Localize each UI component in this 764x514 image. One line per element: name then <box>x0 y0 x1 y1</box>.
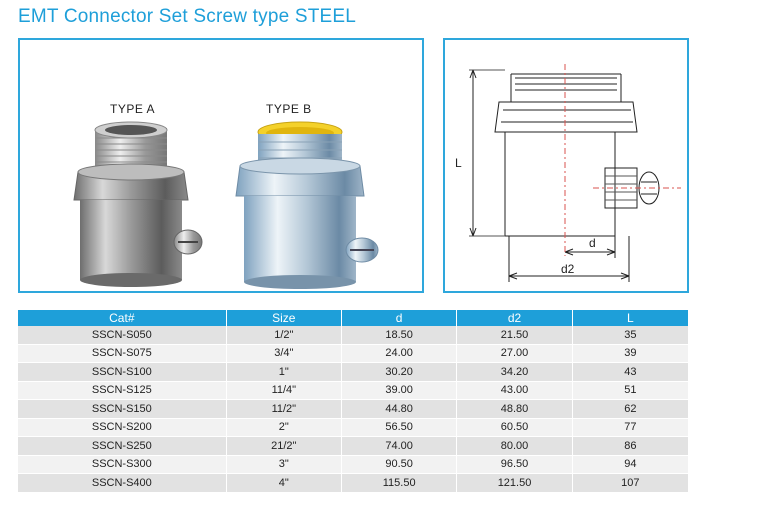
cell-l: 39 <box>572 344 688 363</box>
cell-l: 35 <box>572 326 688 344</box>
dimension-label-d: d <box>589 236 596 250</box>
cell-l: 107 <box>572 474 688 493</box>
cell-l: 86 <box>572 437 688 456</box>
cell-cat: SSCN-S400 <box>18 474 226 493</box>
table-row <box>18 344 688 363</box>
cell-d: 74.00 <box>341 437 456 456</box>
cell-cat: SSCN-S125 <box>18 381 226 400</box>
table-row <box>18 474 688 493</box>
cell-d: 56.50 <box>341 418 456 437</box>
cell-d2: 80.00 <box>457 437 572 456</box>
table-row <box>18 437 688 456</box>
cell-cat: SSCN-S100 <box>18 363 226 382</box>
cell-d: 18.50 <box>341 326 456 344</box>
cell-d2: 34.20 <box>457 363 572 382</box>
header-cat: Cat# <box>18 310 226 326</box>
cell-d2: 96.50 <box>457 455 572 474</box>
cell-size: 3" <box>226 455 341 474</box>
cell-d2: 21.50 <box>457 326 572 344</box>
type-a-label: TYPE A <box>110 102 156 116</box>
header-d2: d2 <box>457 310 572 326</box>
dimension-drawing-panel <box>443 38 689 293</box>
cell-l: 43 <box>572 363 688 382</box>
cell-cat: SSCN-S200 <box>18 418 226 437</box>
cell-cat: SSCN-S150 <box>18 400 226 419</box>
cell-cat: SSCN-S300 <box>18 455 226 474</box>
product-photo-panel <box>18 38 424 293</box>
type-b-connector-image <box>220 120 380 290</box>
table-header-row <box>18 310 688 326</box>
header-size: Size <box>226 310 341 326</box>
cell-size: 11/4" <box>226 381 341 400</box>
cell-d: 90.50 <box>341 455 456 474</box>
page-title: EMT Connector Set Screw type STEEL <box>18 6 357 27</box>
cell-size: 1/2" <box>226 326 341 344</box>
cell-d2: 48.80 <box>457 400 572 419</box>
table-row <box>18 326 688 344</box>
cell-d2: 60.50 <box>457 418 572 437</box>
cell-size: 21/2" <box>226 437 341 456</box>
header-l: L <box>572 310 688 326</box>
cell-l: 62 <box>572 400 688 419</box>
cell-size: 2" <box>226 418 341 437</box>
cell-d: 39.00 <box>341 381 456 400</box>
cell-d2: 121.50 <box>457 474 572 493</box>
cell-l: 94 <box>572 455 688 474</box>
cell-size: 11/2" <box>226 400 341 419</box>
table-row <box>18 455 688 474</box>
dimension-label-d2: d2 <box>561 262 575 276</box>
cell-d: 115.50 <box>341 474 456 493</box>
cell-d2: 43.00 <box>457 381 572 400</box>
cell-size: 1" <box>226 363 341 382</box>
cell-l: 77 <box>572 418 688 437</box>
cell-cat: SSCN-S075 <box>18 344 226 363</box>
header-d: d <box>341 310 456 326</box>
cell-size: 3/4" <box>226 344 341 363</box>
cell-d: 30.20 <box>341 363 456 382</box>
table-row <box>18 381 688 400</box>
cell-size: 4" <box>226 474 341 493</box>
cell-d: 24.00 <box>341 344 456 363</box>
table-row <box>18 400 688 419</box>
table-row <box>18 363 688 382</box>
type-a-connector-image <box>60 120 210 290</box>
cell-cat: SSCN-S050 <box>18 326 226 344</box>
specification-table <box>18 310 688 493</box>
type-b-label: TYPE B <box>266 102 312 116</box>
cell-d: 44.80 <box>341 400 456 419</box>
cell-cat: SSCN-S250 <box>18 437 226 456</box>
cell-l: 51 <box>572 381 688 400</box>
connector-cross-section-diagram <box>445 40 687 291</box>
cell-d2: 27.00 <box>457 344 572 363</box>
table-row <box>18 418 688 437</box>
dimension-label-l: L <box>455 156 462 170</box>
